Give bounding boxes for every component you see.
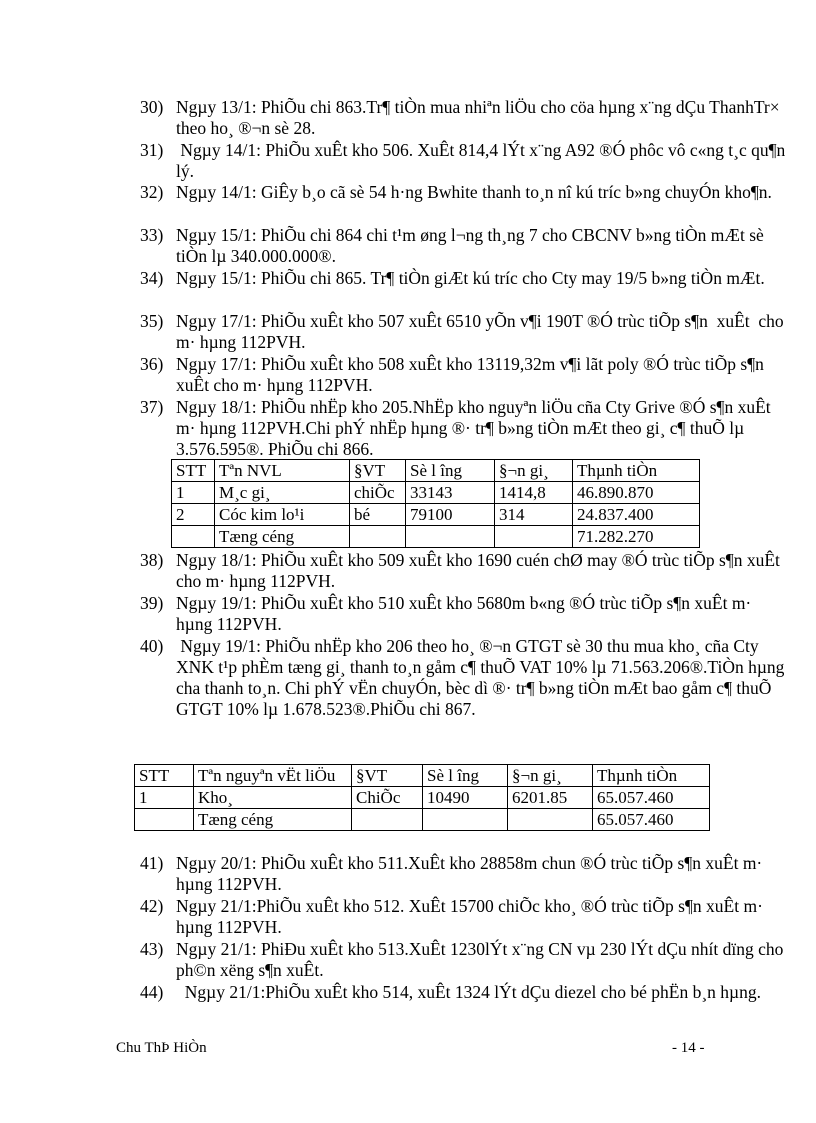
header-cell: Thµnh tiÒn	[573, 460, 700, 482]
table-cell: bé	[350, 504, 406, 526]
item-number: 34)	[140, 268, 164, 288]
table-cell: chiÕc	[350, 482, 406, 504]
item-text: Ngµy 15/1: PhiÕu chi 864 chi t¹m øng l¬ng th¸ng 7 cho CBCNV b»ng tiÒn mÆt sè tiÒn lµ 340.000.000®.	[176, 225, 769, 266]
item-number: 38)	[140, 550, 164, 570]
item-text: Ngµy 21/1: PhiÐu xuÊt kho 513.XuÊt 1230lÝt x¨ng CN vµ 230 lÝt dÇu nhít dïng cho ph©n xëng s¶n xuÊt.	[176, 939, 788, 980]
list-item	[140, 939, 790, 981]
item-number: 41)	[140, 853, 164, 873]
item-number: 37)	[140, 397, 164, 417]
header-cell: §¬n gi¸	[495, 460, 573, 482]
table-cell: 46.890.870	[573, 482, 700, 504]
item-text: Ngµy 14/1: PhiÕu xuÊt kho 506. XuÊt 814,4 lÝt x¨ng A92 ®Ó phôc vô c«ng t¸c qu¶n lý.	[176, 140, 790, 181]
item-number: 39)	[140, 593, 164, 613]
list-item	[140, 636, 790, 720]
table-cell: 10490	[423, 787, 508, 809]
list-item	[140, 853, 790, 895]
table-cell: Cóc kim lo¹i	[215, 504, 350, 526]
list-item	[140, 182, 790, 203]
header-cell: Tªn NVL	[215, 460, 350, 482]
header-cell: Sè l îng	[423, 765, 508, 787]
header-cell: §¬n gi¸	[508, 765, 593, 787]
table-cell	[495, 526, 573, 548]
item-number: 40)	[140, 636, 164, 656]
table-cell: 65.057.460	[593, 787, 710, 809]
item-text: Ngµy 19/1: PhiÕu nhËp kho 206 theo ho¸ ®¬n GTGT sè 30 thu mua kho¸ cña Cty XNK t¹p phÈm tæng gi¸ thanh to¸n gåm c¶ thuÕ VAT 10% lµ 71.563.206®.TiÒn hµng cha thanh to¸n. Chi phÝ vËn chuyÓn, bèc dì ®· tr¶ b»ng tiÒn mÆt bao gåm c¶ thuÕ GTGT 10% lµ 1.678.523®.PhiÕu chi 867.	[176, 636, 789, 719]
table-cell: Tæng céng	[194, 809, 352, 831]
header-cell: §VT	[350, 460, 406, 482]
table-cell: 1414,8	[495, 482, 573, 504]
table-cell: M¸c gi¸	[215, 482, 350, 504]
item-number: 43)	[140, 939, 164, 959]
item-text: Ngµy 17/1: PhiÕu xuÊt kho 508 xuÊt kho 13119,32m v¶i lãt poly ®Ó trùc tiÕp s¶n xuÊt cho m· hµng 112PVH.	[176, 354, 769, 395]
table-cell: 314	[495, 504, 573, 526]
table-cell: 79100	[406, 504, 495, 526]
item-number: 31)	[140, 140, 164, 160]
list-item	[140, 593, 790, 635]
list-item	[140, 311, 790, 353]
item-number: 44)	[140, 982, 164, 1002]
table-cell	[406, 526, 495, 548]
table-header-row	[172, 460, 700, 482]
item-text: Ngµy 13/1: PhiÕu chi 863.Tr¶ tiÒn mua nhiªn liÖu cho cöa hµng x¨ng dÇu ThanhTr× theo ho¸ ®¬n sè 28.	[176, 97, 784, 138]
header-cell: Tªn nguyªn vËt liÖu	[194, 765, 352, 787]
header-cell: Thµnh tiÒn	[593, 765, 710, 787]
table-cell: 6201.85	[508, 787, 593, 809]
table-total-row	[135, 809, 710, 831]
table-row	[135, 787, 710, 809]
list-item	[140, 896, 790, 938]
table-cell	[350, 526, 406, 548]
page-number: - 14 -	[672, 1040, 705, 1056]
item-text: Ngµy 17/1: PhiÕu xuÊt kho 507 xuÊt 6510 yÕn v¶i 190T ®Ó trùc tiÕp s¶n xuÊt cho m· hµng 112PVH.	[176, 311, 789, 352]
item-number: 36)	[140, 354, 164, 374]
table-cell	[135, 809, 194, 831]
table-cell: Kho¸	[194, 787, 352, 809]
header-cell: §VT	[352, 765, 423, 787]
table-cell: 65.057.460	[593, 809, 710, 831]
item-number: 32)	[140, 182, 164, 202]
list-item	[140, 97, 790, 139]
item-text: Ngµy 15/1: PhiÕu chi 865. Tr¶ tiÒn giÆt kú tríc cho Cty may 19/5 b»ng tiÒn mÆt.	[176, 268, 765, 288]
table-cell: 33143	[406, 482, 495, 504]
item-text: Ngµy 21/1:PhiÕu xuÊt kho 512. XuÊt 15700 chiÕc kho¸ ®Ó trùc tiÕp s¶n xuÊt m· hµng 112PVH.	[176, 896, 768, 937]
list-item	[140, 982, 790, 1003]
table-cell: 1	[135, 787, 194, 809]
table-cell	[508, 809, 593, 831]
table-cell: 24.837.400	[573, 504, 700, 526]
item-text: Ngµy 14/1: GiÊy b¸o cã sè 54 h·ng Bwhite thanh to¸n nî kú tríc b»ng chuyÓn kho¶n.	[176, 182, 772, 202]
table-row	[172, 482, 700, 504]
item-number: 33)	[140, 225, 164, 245]
list-item	[140, 550, 790, 592]
item-number: 42)	[140, 896, 164, 916]
header-cell: STT	[172, 460, 215, 482]
table-total-row	[172, 526, 700, 548]
item-text: Ngµy 20/1: PhiÕu xuÊt kho 511.XuÊt kho 28858m chun ®Ó trùc tiÕp s¶n xuÊt m· hµng 112PVH.	[176, 853, 767, 894]
table-row	[172, 504, 700, 526]
table-cell	[172, 526, 215, 548]
item-text: Ngµy 18/1: PhiÕu nhËp kho 205.NhËp kho nguyªn liÖu cña Cty Grive ®Ó s¶n xuÊt m· hµng 112PVH.Chi phÝ nhËp hµng ®· tr¶ b»ng tiÒn mÆt theo gi¸ c¶ thuÕ lµ 3.576.595®. PhiÕu chi 866.	[176, 397, 776, 459]
table-cell: 2	[172, 504, 215, 526]
footer-author: Chu ThÞ HiÒn	[116, 1040, 207, 1056]
list-item	[140, 140, 790, 182]
item-text: Ngµy 18/1: PhiÕu xuÊt kho 509 xuÊt kho 1690 cuén chØ may ®Ó trùc tiÕp s¶n xuÊt cho m· hµng 112PVH.	[176, 550, 785, 591]
materials-table-2	[134, 764, 710, 831]
list-item	[140, 225, 790, 267]
table-cell: 1	[172, 482, 215, 504]
header-cell: Sè l îng	[406, 460, 495, 482]
table-header-row	[135, 765, 710, 787]
item-text: Ngµy 19/1: PhiÕu xuÊt kho 510 xuÊt kho 5680m b«ng ®Ó trùc tiÕp s¶n xuÊt m· hµng 112PVH.	[176, 593, 756, 634]
list-item	[140, 397, 790, 460]
table-cell: 71.282.270	[573, 526, 700, 548]
table-cell	[423, 809, 508, 831]
table-cell	[352, 809, 423, 831]
list-item	[140, 268, 790, 289]
table-cell: ChiÕc	[352, 787, 423, 809]
header-cell: STT	[135, 765, 194, 787]
item-number: 35)	[140, 311, 164, 331]
materials-table-1	[171, 459, 700, 548]
item-text: Ngµy 21/1:PhiÕu xuÊt kho 514, xuÊt 1324 lÝt dÇu diezel cho bé phËn b¸n hµng.	[176, 982, 761, 1002]
list-item	[140, 354, 790, 396]
item-number: 30)	[140, 97, 164, 117]
table-cell: Tæng céng	[215, 526, 350, 548]
